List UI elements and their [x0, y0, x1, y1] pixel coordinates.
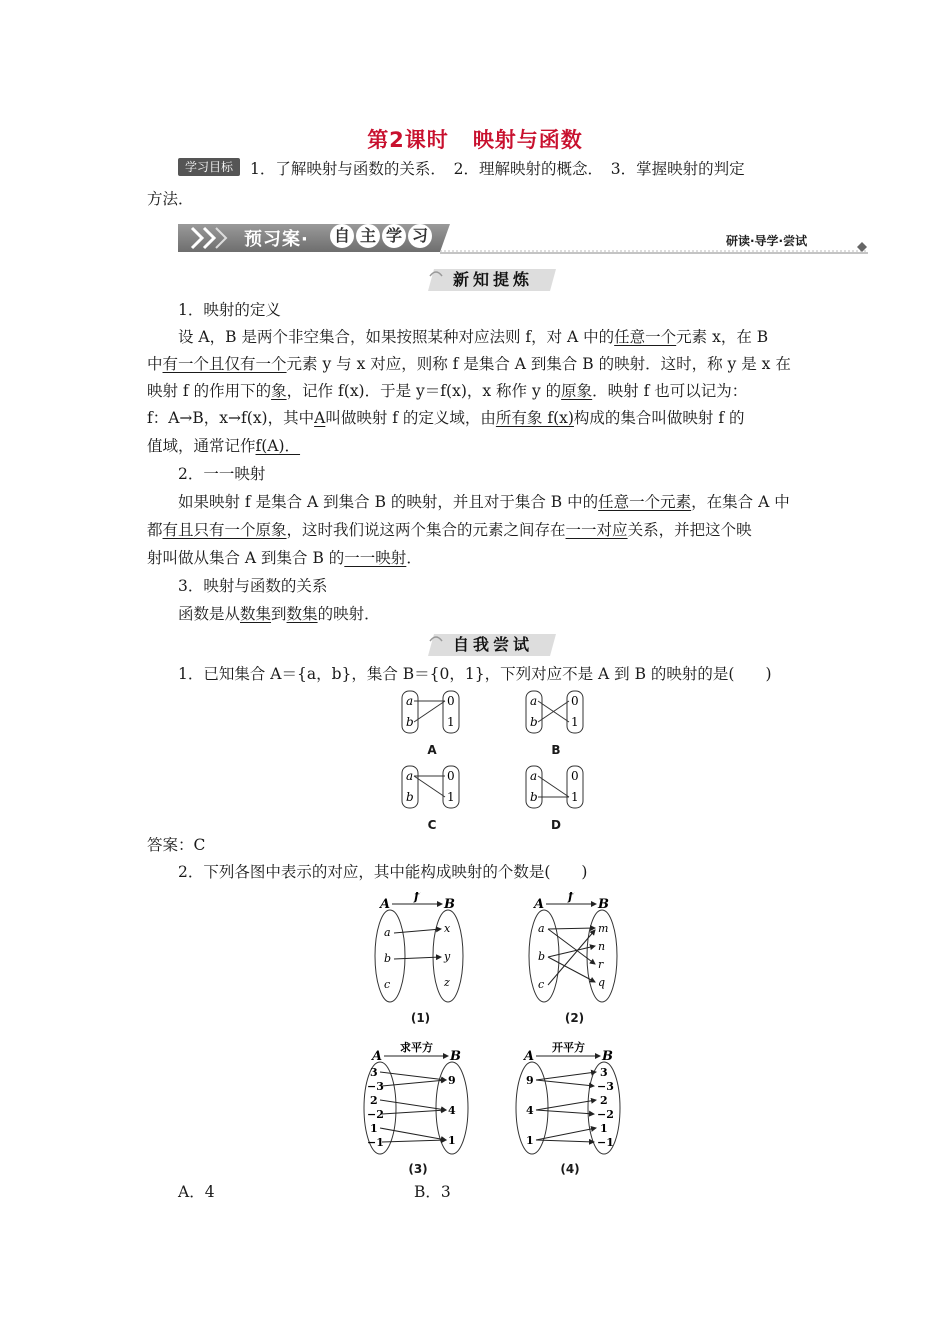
- set-element: 0: [447, 694, 455, 708]
- lesson-topic: 映射与函数: [472, 128, 583, 152]
- svg-text:9: 9: [526, 1074, 534, 1087]
- q1-figure-c: [398, 764, 466, 832]
- def-line: 设 A，B 是两个非空集合，如果按照某种对应法则 f，对 A 中的任意一个元素 x，在 B: [178, 328, 769, 346]
- mapping-rule: f: [414, 892, 420, 903]
- def-line: 中有一个且仅有一个元素 y 与 x 对应，则称 f 是集合 A 到集合 B 的映射．这时，称 y 是 x 在: [147, 355, 791, 373]
- set-element: 1: [571, 790, 579, 804]
- svg-text:−3: −3: [367, 1080, 384, 1093]
- banner-char: 自: [330, 224, 354, 248]
- goals-line2: 方法．: [147, 190, 194, 208]
- section-heading-text: 自我尝试: [452, 635, 533, 654]
- svg-text:x: x: [444, 922, 451, 935]
- svg-text:a: a: [538, 922, 545, 935]
- svg-text:q: q: [598, 976, 606, 989]
- q2-figure-2: [522, 892, 627, 1025]
- svg-text:−2: −2: [597, 1108, 614, 1121]
- def-line: 函数是从数集到数集的映射．: [178, 605, 380, 623]
- set-element: a: [406, 769, 414, 783]
- svg-text:r: r: [598, 958, 604, 971]
- set-element: b: [406, 790, 414, 804]
- mapping-diagram: [368, 892, 473, 1007]
- svg-text:1: 1: [448, 1134, 456, 1147]
- set-element: a: [530, 769, 538, 783]
- figure-label: (2): [564, 1011, 585, 1025]
- option-label: A: [427, 743, 437, 757]
- banner-chars: [330, 224, 432, 248]
- mapping-diagram: [510, 1040, 630, 1158]
- svg-text:m: m: [598, 922, 609, 935]
- banner-char: 主: [356, 224, 380, 248]
- svg-text:3: 3: [370, 1066, 378, 1079]
- q1-figure-b: [522, 689, 590, 757]
- set-element: 0: [571, 769, 579, 783]
- svg-text:−3: −3: [597, 1080, 614, 1093]
- set-element: a: [530, 694, 538, 708]
- svg-text:−1: −1: [597, 1136, 614, 1149]
- mapping-diagram: [398, 764, 466, 812]
- banner-char: 习: [408, 224, 432, 248]
- svg-text:c: c: [538, 978, 545, 991]
- svg-text:n: n: [598, 940, 606, 953]
- def-heading-2: 2．一一映射: [178, 465, 266, 483]
- svg-text:b: b: [538, 950, 546, 963]
- set-element: 0: [447, 769, 455, 783]
- svg-text:c: c: [384, 978, 391, 991]
- set-element: a: [406, 694, 414, 708]
- mapping-rule: 求平方: [400, 1041, 433, 1054]
- def-line: 值域，通常记作f(A)．: [147, 437, 301, 455]
- option-label: C: [427, 818, 437, 832]
- svg-text:4: 4: [448, 1104, 456, 1117]
- mapping-diagram: [522, 892, 627, 1007]
- set-name: B: [598, 897, 609, 912]
- set-element: 1: [447, 715, 455, 729]
- set-element: 0: [571, 694, 579, 708]
- def-heading-3: 3．映射与函数的关系: [178, 577, 328, 595]
- svg-text:a: a: [384, 926, 391, 939]
- set-name: B: [602, 1049, 613, 1064]
- mapping-diagram: [398, 689, 466, 737]
- q2-figure-4: [510, 1040, 630, 1176]
- q1-figure-a: [398, 689, 466, 757]
- q2-option-a: A．4: [178, 1183, 215, 1201]
- mapping-diagram: [522, 689, 590, 737]
- section-banner: [178, 222, 868, 254]
- set-name: B: [450, 1049, 461, 1064]
- set-name: A: [534, 897, 545, 912]
- q2-figure-1: [368, 892, 473, 1025]
- def-line: 射叫做从集合 A 到集合 B 的一一映射．: [147, 549, 422, 567]
- lesson-number: 第2课时: [367, 128, 449, 152]
- svg-text:4: 4: [526, 1104, 534, 1117]
- set-element: 1: [571, 715, 579, 729]
- def-line: 都有且只有一个原象，这时我们说这两个集合的元素之间存在一一对应关系，并把这个映: [147, 521, 752, 539]
- svg-text:2: 2: [370, 1094, 378, 1107]
- def-line: 映射 f 的作用下的象，记作 f(x)．于是 y＝f(x)，x 称作 y 的原象．映射 f 也可以记为：: [147, 382, 748, 400]
- option-label: D: [551, 818, 561, 832]
- q1-figure-d: [522, 764, 590, 832]
- banner-left-text: 预习案·: [244, 229, 309, 250]
- svg-text:2: 2: [600, 1094, 608, 1107]
- set-element: b: [406, 715, 414, 729]
- set-name: A: [372, 1049, 383, 1064]
- mapping-diagram: [358, 1040, 478, 1158]
- goals-tag: 学习目标: [178, 158, 240, 176]
- svg-text:−2: −2: [367, 1108, 384, 1121]
- mapping-diagram: [522, 764, 590, 812]
- svg-text:−1: −1: [367, 1136, 384, 1149]
- svg-text:b: b: [384, 952, 392, 965]
- set-element: b: [530, 715, 538, 729]
- svg-text:z: z: [444, 976, 450, 989]
- page-title: [0, 124, 950, 154]
- set-name: A: [380, 897, 391, 912]
- set-name: B: [444, 897, 455, 912]
- banner-tagline: 研读·导学·尝试: [726, 234, 808, 248]
- q2-figure-3: [358, 1040, 478, 1176]
- section-heading-text: 新知提炼: [452, 270, 533, 289]
- q2-option-b: B．3: [414, 1183, 451, 1201]
- mapping-rule: 开平方: [552, 1041, 585, 1054]
- q1-stem: 1．已知集合 A＝{a，b}，集合 B＝{0，1}，下列对应不是 A 到 B 的映射的是( ): [178, 665, 772, 683]
- figure-label: (4): [560, 1162, 580, 1176]
- figure-label: (1): [410, 1011, 431, 1025]
- svg-text:1: 1: [370, 1122, 378, 1135]
- def-heading-1: 1．映射的定义: [178, 301, 281, 319]
- def-line: 如果映射 f 是集合 A 到集合 B 的映射，并且对于集合 B 中的任意一个元素，在集合 A 中: [178, 493, 790, 511]
- svg-text:y: y: [444, 950, 451, 963]
- q2-stem: 2．下列各图中表示的对应，其中能构成映射的个数是( ): [178, 863, 588, 881]
- q1-answer: 答案：C: [147, 836, 206, 854]
- banner-char: 学: [382, 224, 406, 248]
- set-element: 1: [447, 790, 455, 804]
- figure-label: (3): [408, 1162, 428, 1176]
- svg-text:3: 3: [600, 1066, 608, 1079]
- mapping-rule: f: [568, 892, 574, 903]
- svg-text:1: 1: [600, 1122, 608, 1135]
- svg-text:9: 9: [448, 1074, 456, 1087]
- svg-text:1: 1: [526, 1134, 534, 1147]
- set-element: b: [530, 790, 538, 804]
- def-line: f：A→B，x→f(x)，其中A叫做映射 f 的定义域，由所有象 f(x)构成的集合叫做映射 f 的: [147, 409, 745, 427]
- goals-line1: 1．了解映射与函数的关系． 2．理解映射的概念． 3．掌握映射的判定: [250, 160, 745, 178]
- set-name: A: [524, 1049, 535, 1064]
- option-label: B: [551, 743, 561, 757]
